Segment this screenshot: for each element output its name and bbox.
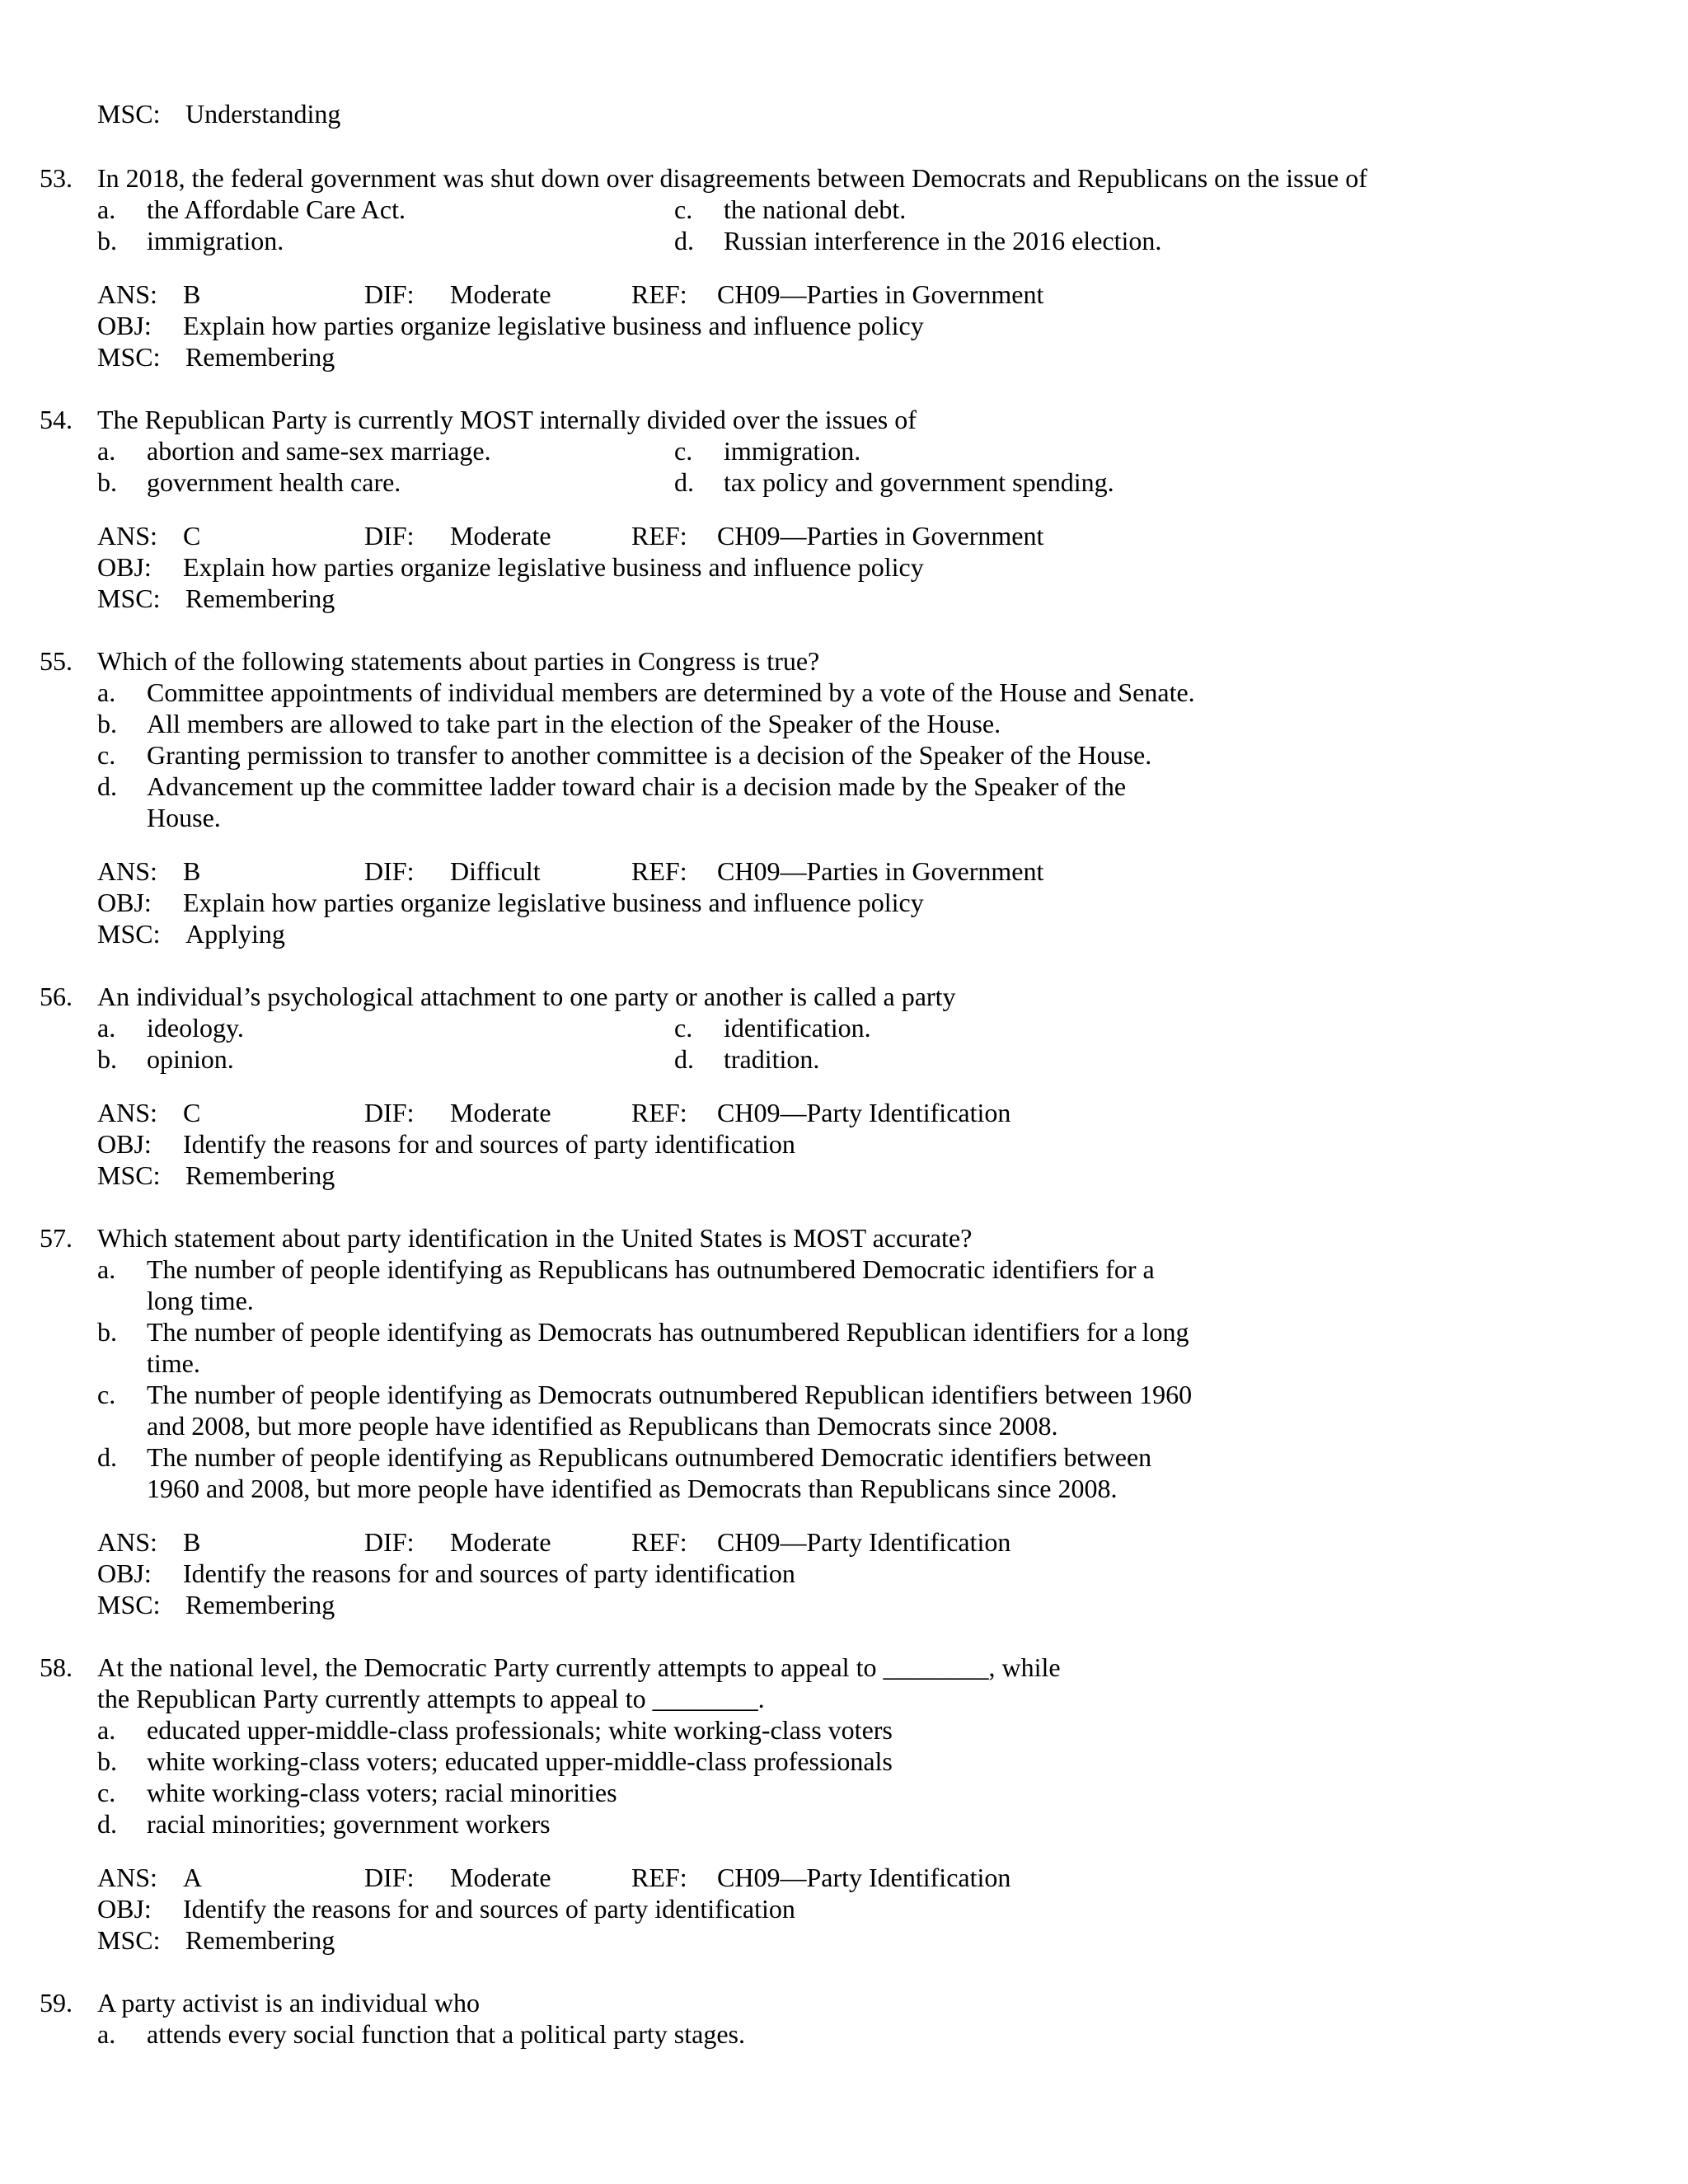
choice-letter: a. (97, 677, 116, 707)
obj-value: Explain how parties organize legislative business and influence policy (183, 311, 924, 340)
choice-text: government health care. (147, 467, 401, 497)
choice-letter: a. (97, 194, 116, 224)
obj-value: Explain how parties organize legislative business and influence policy (183, 552, 924, 582)
choice-letter: d. (97, 1442, 117, 1472)
question-stem: A party activist is an individual who (97, 1988, 480, 2018)
choice-text: Granting permission to transfer to another committee is a decision of the Speaker of the House. (147, 740, 1152, 770)
choice-text: educated upper-middle-class professionals; white working-class voters (147, 1715, 893, 1745)
question-number: 54. (40, 405, 73, 434)
choice-letter: d. (674, 1044, 694, 1074)
choice-text: Committee appointments of individual members are determined by a vote of the House and Senate. (147, 677, 1195, 707)
msc-value: Remembering (185, 1590, 335, 1619)
choice-text: abortion and same-sex marriage. (147, 436, 491, 466)
choice-letter: a. (97, 1013, 116, 1043)
msc-value: Remembering (185, 1925, 335, 1955)
msc-value: Applying (185, 919, 285, 949)
choice-letter: b. (97, 709, 117, 738)
ans-label: ANS: (97, 1527, 157, 1557)
choice-text: Russian interference in the 2016 election. (724, 226, 1162, 255)
choice-letter: c. (674, 194, 693, 224)
obj-value: Identify the reasons for and sources of party identification (183, 1558, 795, 1588)
question-stem: Which of the following statements about parties in Congress is true? (97, 646, 820, 676)
dif-value: Moderate (450, 279, 551, 309)
msc-label: MSC: (97, 1590, 161, 1619)
ans-value: B (183, 1527, 201, 1557)
ref-label: REF: (631, 521, 687, 551)
dif-label: DIF: (364, 1098, 415, 1127)
ref-label: REF: (631, 279, 687, 309)
ref-value: CH09—Party Identification (717, 1863, 1011, 1892)
msc-label: MSC: (97, 919, 161, 949)
choice-text: The number of people identifying as Republicans has outnumbered Democratic identifiers for a (147, 1254, 1155, 1284)
msc-label: MSC: (97, 583, 161, 613)
dif-label: DIF: (364, 856, 415, 886)
obj-value: Identify the reasons for and sources of party identification (183, 1129, 795, 1159)
question-stem-continued: the Republican Party currently attempts to appeal to ________. (97, 1684, 765, 1713)
choice-letter: a. (97, 1254, 116, 1284)
choice-letter: b. (97, 226, 117, 255)
choice-text: The number of people identifying as Republicans outnumbered Democratic identifiers between (147, 1442, 1152, 1472)
ans-label: ANS: (97, 1863, 157, 1892)
obj-label: OBJ: (97, 1894, 152, 1924)
choice-text: tax policy and government spending. (724, 467, 1114, 497)
ans-value: A (183, 1863, 203, 1892)
ans-label: ANS: (97, 521, 157, 551)
msc-value: Remembering (185, 1160, 335, 1190)
obj-label: OBJ: (97, 1129, 152, 1159)
choice-text: white working-class voters; educated upper-middle-class professionals (147, 1746, 893, 1776)
obj-label: OBJ: (97, 1558, 152, 1588)
choice-text: the Affordable Care Act. (147, 194, 406, 224)
obj-value: Explain how parties organize legislative business and influence policy (183, 888, 924, 917)
ans-value: C (183, 521, 201, 551)
dif-value: Moderate (450, 1527, 551, 1557)
dif-value: Difficult (450, 856, 541, 886)
ref-value: CH09—Parties in Government (717, 279, 1044, 309)
question-number: 53. (40, 163, 73, 193)
choice-letter: d. (674, 467, 694, 497)
dif-label: DIF: (364, 279, 415, 309)
msc-value: Remembering (185, 342, 335, 372)
msc-label: MSC: (97, 1160, 161, 1190)
choice-text: the national debt. (724, 194, 907, 224)
choice-text: ideology. (147, 1013, 244, 1043)
choice-letter: b. (97, 1746, 117, 1776)
ref-label: REF: (631, 1863, 687, 1892)
ref-label: REF: (631, 856, 687, 886)
msc-value: Remembering (185, 583, 335, 613)
msc-label: MSC: (97, 99, 161, 129)
ref-value: CH09—Parties in Government (717, 521, 1044, 551)
choice-letter: d. (97, 1809, 117, 1839)
ans-label: ANS: (97, 279, 157, 309)
question-stem: At the national level, the Democratic Party currently attempts to appeal to ________, while (97, 1652, 1061, 1682)
choice-letter: b. (97, 1317, 117, 1347)
ref-label: REF: (631, 1527, 687, 1557)
question-stem: The Republican Party is currently MOST internally divided over the issues of (97, 405, 917, 434)
choice-letter: a. (97, 1715, 116, 1745)
dif-value: Moderate (450, 1863, 551, 1892)
question-stem: An individual’s psychological attachment to one party or another is called a party (97, 982, 956, 1011)
msc-label: MSC: (97, 1925, 161, 1955)
dif-label: DIF: (364, 1527, 415, 1557)
dif-label: DIF: (364, 521, 415, 551)
choice-text: immigration. (147, 226, 284, 255)
choice-letter: d. (674, 226, 694, 255)
obj-label: OBJ: (97, 311, 152, 340)
choice-letter: c. (97, 1778, 116, 1807)
choice-text: identification. (724, 1013, 871, 1043)
dif-value: Moderate (450, 1098, 551, 1127)
choice-text-continued: 1960 and 2008, but more people have identified as Democrats than Republicans since 2008. (147, 1474, 1118, 1503)
choice-text-continued: long time. (147, 1286, 254, 1315)
choice-letter: c. (97, 1380, 116, 1409)
question-number: 59. (40, 1988, 73, 2018)
dif-value: Moderate (450, 521, 551, 551)
choice-letter: a. (97, 436, 116, 466)
ref-value: CH09—Party Identification (717, 1098, 1011, 1127)
choice-text: white working-class voters; racial minorities (147, 1778, 617, 1807)
ans-label: ANS: (97, 1098, 157, 1127)
choice-letter: b. (97, 1044, 117, 1074)
ans-value: B (183, 856, 201, 886)
ref-label: REF: (631, 1098, 687, 1127)
question-number: 56. (40, 982, 73, 1011)
choice-text-continued: House. (147, 803, 221, 832)
obj-label: OBJ: (97, 552, 152, 582)
choice-text: racial minorities; government workers (147, 1809, 551, 1839)
question-number: 55. (40, 646, 73, 676)
ans-value: C (183, 1098, 201, 1127)
choice-text: All members are allowed to take part in the election of the Speaker of the House. (147, 709, 1001, 738)
msc-value: Understanding (185, 99, 341, 129)
dif-label: DIF: (364, 1863, 415, 1892)
msc-label: MSC: (97, 342, 161, 372)
ref-value: CH09—Party Identification (717, 1527, 1011, 1557)
ref-value: CH09—Parties in Government (717, 856, 1044, 886)
choice-text: tradition. (724, 1044, 820, 1074)
choice-text: immigration. (724, 436, 861, 466)
choice-letter: c. (674, 1013, 693, 1043)
question-number: 58. (40, 1652, 73, 1682)
choice-letter: c. (674, 436, 693, 466)
choice-letter: a. (97, 2019, 116, 2049)
ans-value: B (183, 279, 201, 309)
question-number: 57. (40, 1223, 73, 1253)
obj-value: Identify the reasons for and sources of party identification (183, 1894, 795, 1924)
question-stem: Which statement about party identification in the United States is MOST accurate? (97, 1223, 973, 1253)
choice-text-continued: time. (147, 1348, 200, 1378)
choice-text: Advancement up the committee ladder toward chair is a decision made by the Speaker of the (147, 771, 1127, 801)
choice-letter: d. (97, 771, 117, 801)
choice-letter: c. (97, 740, 116, 770)
choice-text: The number of people identifying as Democrats outnumbered Republican identifiers between 1960 (147, 1380, 1193, 1409)
choice-text: opinion. (147, 1044, 234, 1074)
choice-text: The number of people identifying as Democrats has outnumbered Republican identifiers for a long (147, 1317, 1189, 1347)
choice-text: attends every social function that a political party stages. (147, 2019, 745, 2049)
obj-label: OBJ: (97, 888, 152, 917)
ans-label: ANS: (97, 856, 157, 886)
choice-letter: b. (97, 467, 117, 497)
choice-text-continued: and 2008, but more people have identified as Republicans than Democrats since 2008. (147, 1411, 1058, 1441)
question-stem: In 2018, the federal government was shut down over disagreements between Democrats and Republicans on the issue of (97, 163, 1367, 193)
